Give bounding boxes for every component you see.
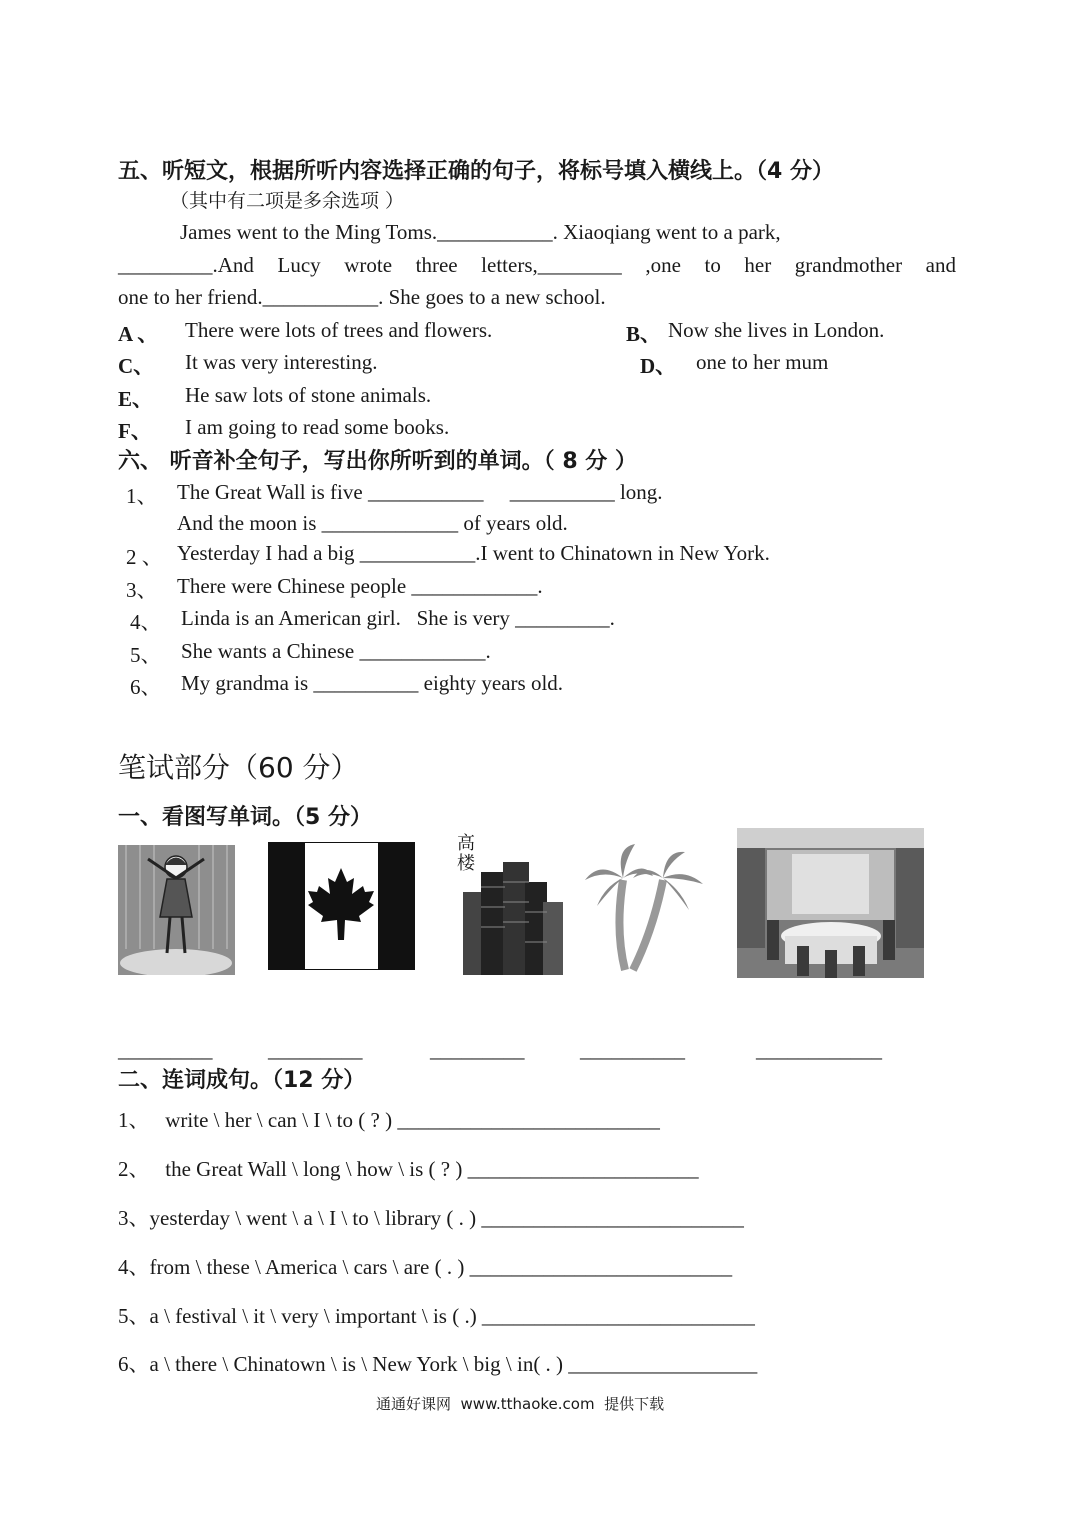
image-label-lou: 楼: [457, 853, 475, 874]
part2-title: 二、连词成句。（12 分）: [118, 1068, 366, 1093]
sentence-item-1: 1、 write \ her \ can \ I \ to ( ? ) _________________________: [118, 1108, 660, 1132]
restaurant-room-image: [737, 828, 924, 978]
dancing-girl-image: [118, 845, 235, 975]
item-text-3: There were Chinese people ____________.: [177, 574, 543, 598]
item-num-5: 5、: [130, 643, 162, 667]
item-num-2: 2 、: [126, 545, 163, 569]
item-text-5: She wants a Chinese ____________.: [181, 639, 491, 663]
sentence-item-6: 6、a \ there \ Chinatown \ is \ New York \ big \ in( . ) __________________: [118, 1352, 758, 1376]
option-text-d: one to her mum: [696, 350, 829, 374]
canada-flag-image: [268, 842, 415, 970]
image-blank-5[interactable]: ____________: [756, 1038, 882, 1062]
option-text-e: He saw lots of stone animals.: [185, 383, 432, 407]
image-label-gao: 高: [457, 833, 475, 854]
sentence-item-5: 5、a \ festival \ it \ very \ important \ is ( .) __________________________: [118, 1304, 755, 1328]
item-text-4: Linda is an American girl. She is very _________.: [181, 606, 615, 630]
palm-trees-image: [585, 840, 705, 975]
item-num-6: 6、: [130, 675, 162, 699]
image-blank-2[interactable]: _________: [268, 1038, 363, 1062]
option-key-e: E、: [118, 387, 154, 411]
passage-line-1: James went to the Ming Toms.___________. Xiaoqiang went to a park,: [180, 220, 781, 244]
footer-text: 通通好课网 www.tthaoke.com 提供下载: [376, 1395, 665, 1413]
item-text-2: Yesterday I had a big ___________.I went to Chinatown in New York.: [177, 541, 770, 565]
option-text-c: It was very interesting.: [185, 350, 378, 374]
image-blank-3[interactable]: _________: [430, 1038, 525, 1062]
section5-note: （其中有二项是多余选项 ）: [170, 190, 405, 212]
option-key-b: B、: [626, 322, 662, 346]
section5-title: 五、听短文，根据所听内容选择正确的句子，将标号填入横线上。（4 分）: [118, 159, 834, 184]
item-text-1b: And the moon is _____________ of years old.: [177, 511, 568, 535]
section6-title: 六、 听音补全句子，写出你所听到的单词。（ 8 分 ）: [118, 449, 637, 474]
item-num-3: 3、: [126, 578, 158, 602]
passage-line-3: one to her friend.___________. She goes to a new school.: [118, 285, 606, 309]
item-num-1: 1、: [126, 484, 158, 508]
option-key-d: D、: [640, 354, 677, 378]
option-key-c: C、: [118, 354, 155, 378]
item-num-4: 4、: [130, 610, 162, 634]
item-text-6: My grandma is __________ eighty years old.: [181, 671, 564, 695]
option-key-a: A 、: [118, 322, 159, 346]
image-blank-4[interactable]: __________: [580, 1038, 685, 1062]
option-text-f: I am going to read some books.: [185, 415, 450, 439]
option-text-b: Now she lives in London.: [668, 318, 885, 342]
tall-buildings-image: [455, 832, 569, 975]
sentence-item-4: 4、from \ these \ America \ cars \ are ( . ) _________________________: [118, 1255, 733, 1279]
option-text-a: There were lots of trees and flowers.: [185, 318, 493, 342]
written-title: 笔试部分（60 分）: [118, 751, 359, 784]
option-key-f: F、: [118, 419, 152, 443]
item-text-1: The Great Wall is five ___________ __________ long.: [177, 480, 663, 504]
passage-line-2: _________.And Lucy wrote three letters,________ ,one to her grandmother and: [118, 253, 956, 277]
image-blank-1[interactable]: _________: [118, 1038, 213, 1062]
sentence-item-2: 2、 the Great Wall \ long \ how \ is ( ? ) ______________________: [118, 1157, 699, 1181]
sentence-item-3: 3、yesterday \ went \ a \ I \ to \ library ( . ) _________________________: [118, 1206, 744, 1230]
part1-title: 一、看图写单词。（5 分）: [118, 805, 372, 830]
